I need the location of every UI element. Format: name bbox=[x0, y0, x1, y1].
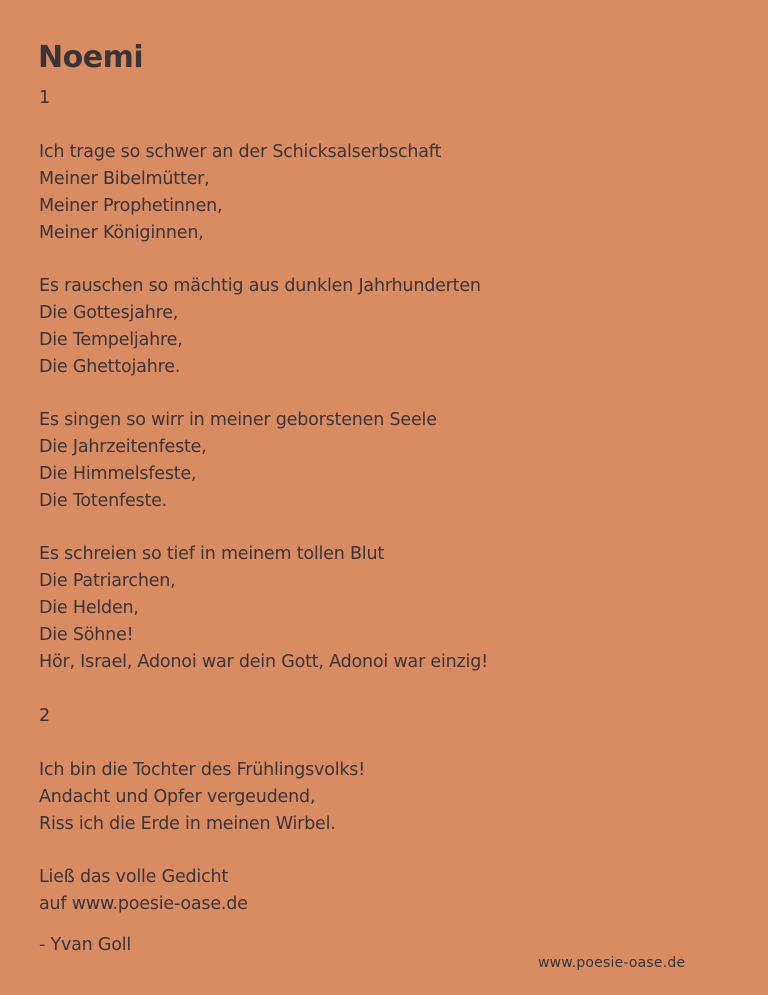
poem-line: Die Tempeljahre, bbox=[39, 330, 183, 350]
poem-line: Die Ghettojahre. bbox=[39, 357, 181, 377]
poem-line: Es rauschen so mächtig aus dunklen Jahrhunderten bbox=[39, 276, 481, 296]
website-watermark: www.poesie-oase.de bbox=[538, 955, 686, 971]
poem-line: Riss ich die Erde in meinen Wirbel. bbox=[39, 814, 336, 834]
poem-line: Die Helden, bbox=[39, 598, 139, 618]
poem-title: Noemi bbox=[38, 40, 144, 75]
poem-line: Meiner Königinnen, bbox=[39, 223, 204, 243]
poem-line: Meiner Bibelmütter, bbox=[39, 169, 210, 189]
poem-line: Die Totenfeste. bbox=[39, 491, 168, 511]
poem-line: 2 bbox=[39, 706, 50, 726]
poem-line: Die Himmelsfeste, bbox=[39, 464, 197, 484]
poem-line: Hör, Israel, Adonoi war dein Gott, Adonoi war einzig! bbox=[39, 652, 488, 672]
poem-line: Die Söhne! bbox=[39, 625, 134, 645]
poem-author: - Yvan Goll bbox=[39, 935, 132, 955]
poem-line: Ich trage so schwer an der Schicksalserbschaft bbox=[39, 142, 442, 162]
poem-line: 1 bbox=[39, 88, 50, 108]
poem-line: Die Gottesjahre, bbox=[39, 303, 179, 323]
poem-line: Es singen so wirr in meiner geborstenen Seele bbox=[39, 410, 437, 430]
poem-line: Die Jahrzeitenfeste, bbox=[39, 437, 207, 457]
poem-line: Es schreien so tief in meinem tollen Blut bbox=[39, 544, 385, 564]
poem-line: Andacht und Opfer vergeudend, bbox=[39, 787, 316, 807]
poem-line: Ich bin die Tochter des Frühlingsvolks! bbox=[39, 760, 366, 780]
poem-line: Meiner Prophetinnen, bbox=[39, 196, 223, 216]
poem-line: Ließ das volle Gedicht bbox=[39, 867, 229, 887]
poem-line: auf www.poesie-oase.de bbox=[39, 894, 248, 914]
poem-line: Die Patriarchen, bbox=[39, 571, 176, 591]
